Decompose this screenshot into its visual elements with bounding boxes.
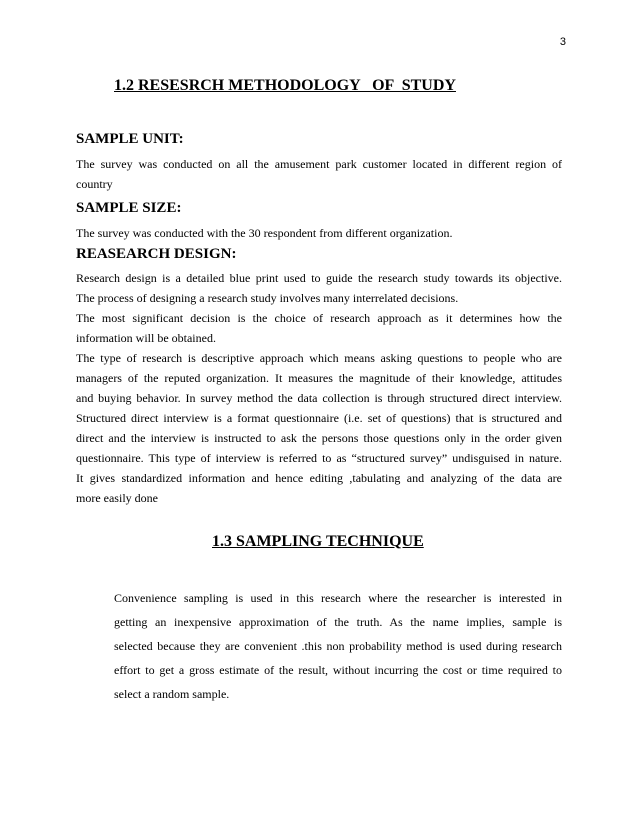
text-line: information will be obtained. [76, 331, 216, 345]
text-line: direct and the interview is instructed to ask the persons those questions only in the order given [76, 431, 562, 445]
text-line: effort to get a gross estimate of the result, without incurring the cost or time required to [114, 663, 562, 677]
research-design-heading: REASEARCH DESIGN: [76, 246, 237, 262]
text-line: Research design is a detailed blue print used to guide the research study towards its objective. [76, 271, 562, 285]
text-line: The most significant decision is the choice of research approach as it determines how the [76, 311, 562, 325]
text-line: questionnaire. This type of interview is referred to as “structured survey” undisguised in nature. [76, 451, 562, 465]
text-line: The survey was conducted with the 30 respondent from different organization. [76, 226, 453, 240]
text-line: The process of designing a research study involves many interrelated decisions. [76, 291, 459, 305]
page-number: 3 [559, 36, 566, 48]
text-line: The survey was conducted on all the amusement park customer located in different region of [76, 157, 562, 171]
sample-unit-text [76, 154, 562, 194]
text-line: and buying behavior. In survey method the data collection is through structured direct interview. [76, 391, 562, 405]
text-line: country [76, 177, 113, 191]
text-line: more easily done [76, 491, 158, 505]
research-design-text [76, 268, 562, 508]
text-line: The type of research is descriptive approach which means asking questions to people who are [76, 351, 562, 365]
methodology-heading: 1.2 RESESRCH METHODOLOGY OF STUDY [114, 77, 456, 94]
sample-unit-heading: SAMPLE UNIT: [76, 131, 184, 147]
text-line: selected because they are convenient .this non probability method is used during research [114, 639, 562, 653]
text-line: Convenience sampling is used in this research where the researcher is interested in [114, 591, 562, 605]
sampling-technique-text [114, 586, 562, 706]
text-line: select a random sample. [114, 687, 230, 701]
text-line: getting an inexpensive approximation of the truth. As the name implies, sample is [114, 615, 562, 629]
sampling-technique-heading: 1.3 SAMPLING TECHNIQUE [212, 533, 424, 550]
text-line: It gives standardized information and hence editing ,tabulating and analyzing of the data are [76, 471, 562, 485]
sample-size-heading: SAMPLE SIZE: [76, 200, 182, 216]
text-line: managers of the reputed organization. It measures the magnitude of their knowledge, attitudes [76, 371, 562, 385]
sample-size-text [76, 223, 562, 243]
text-line: Structured direct interview is a format questionnaire (i.e. set of questions) that is structured and [76, 411, 562, 425]
